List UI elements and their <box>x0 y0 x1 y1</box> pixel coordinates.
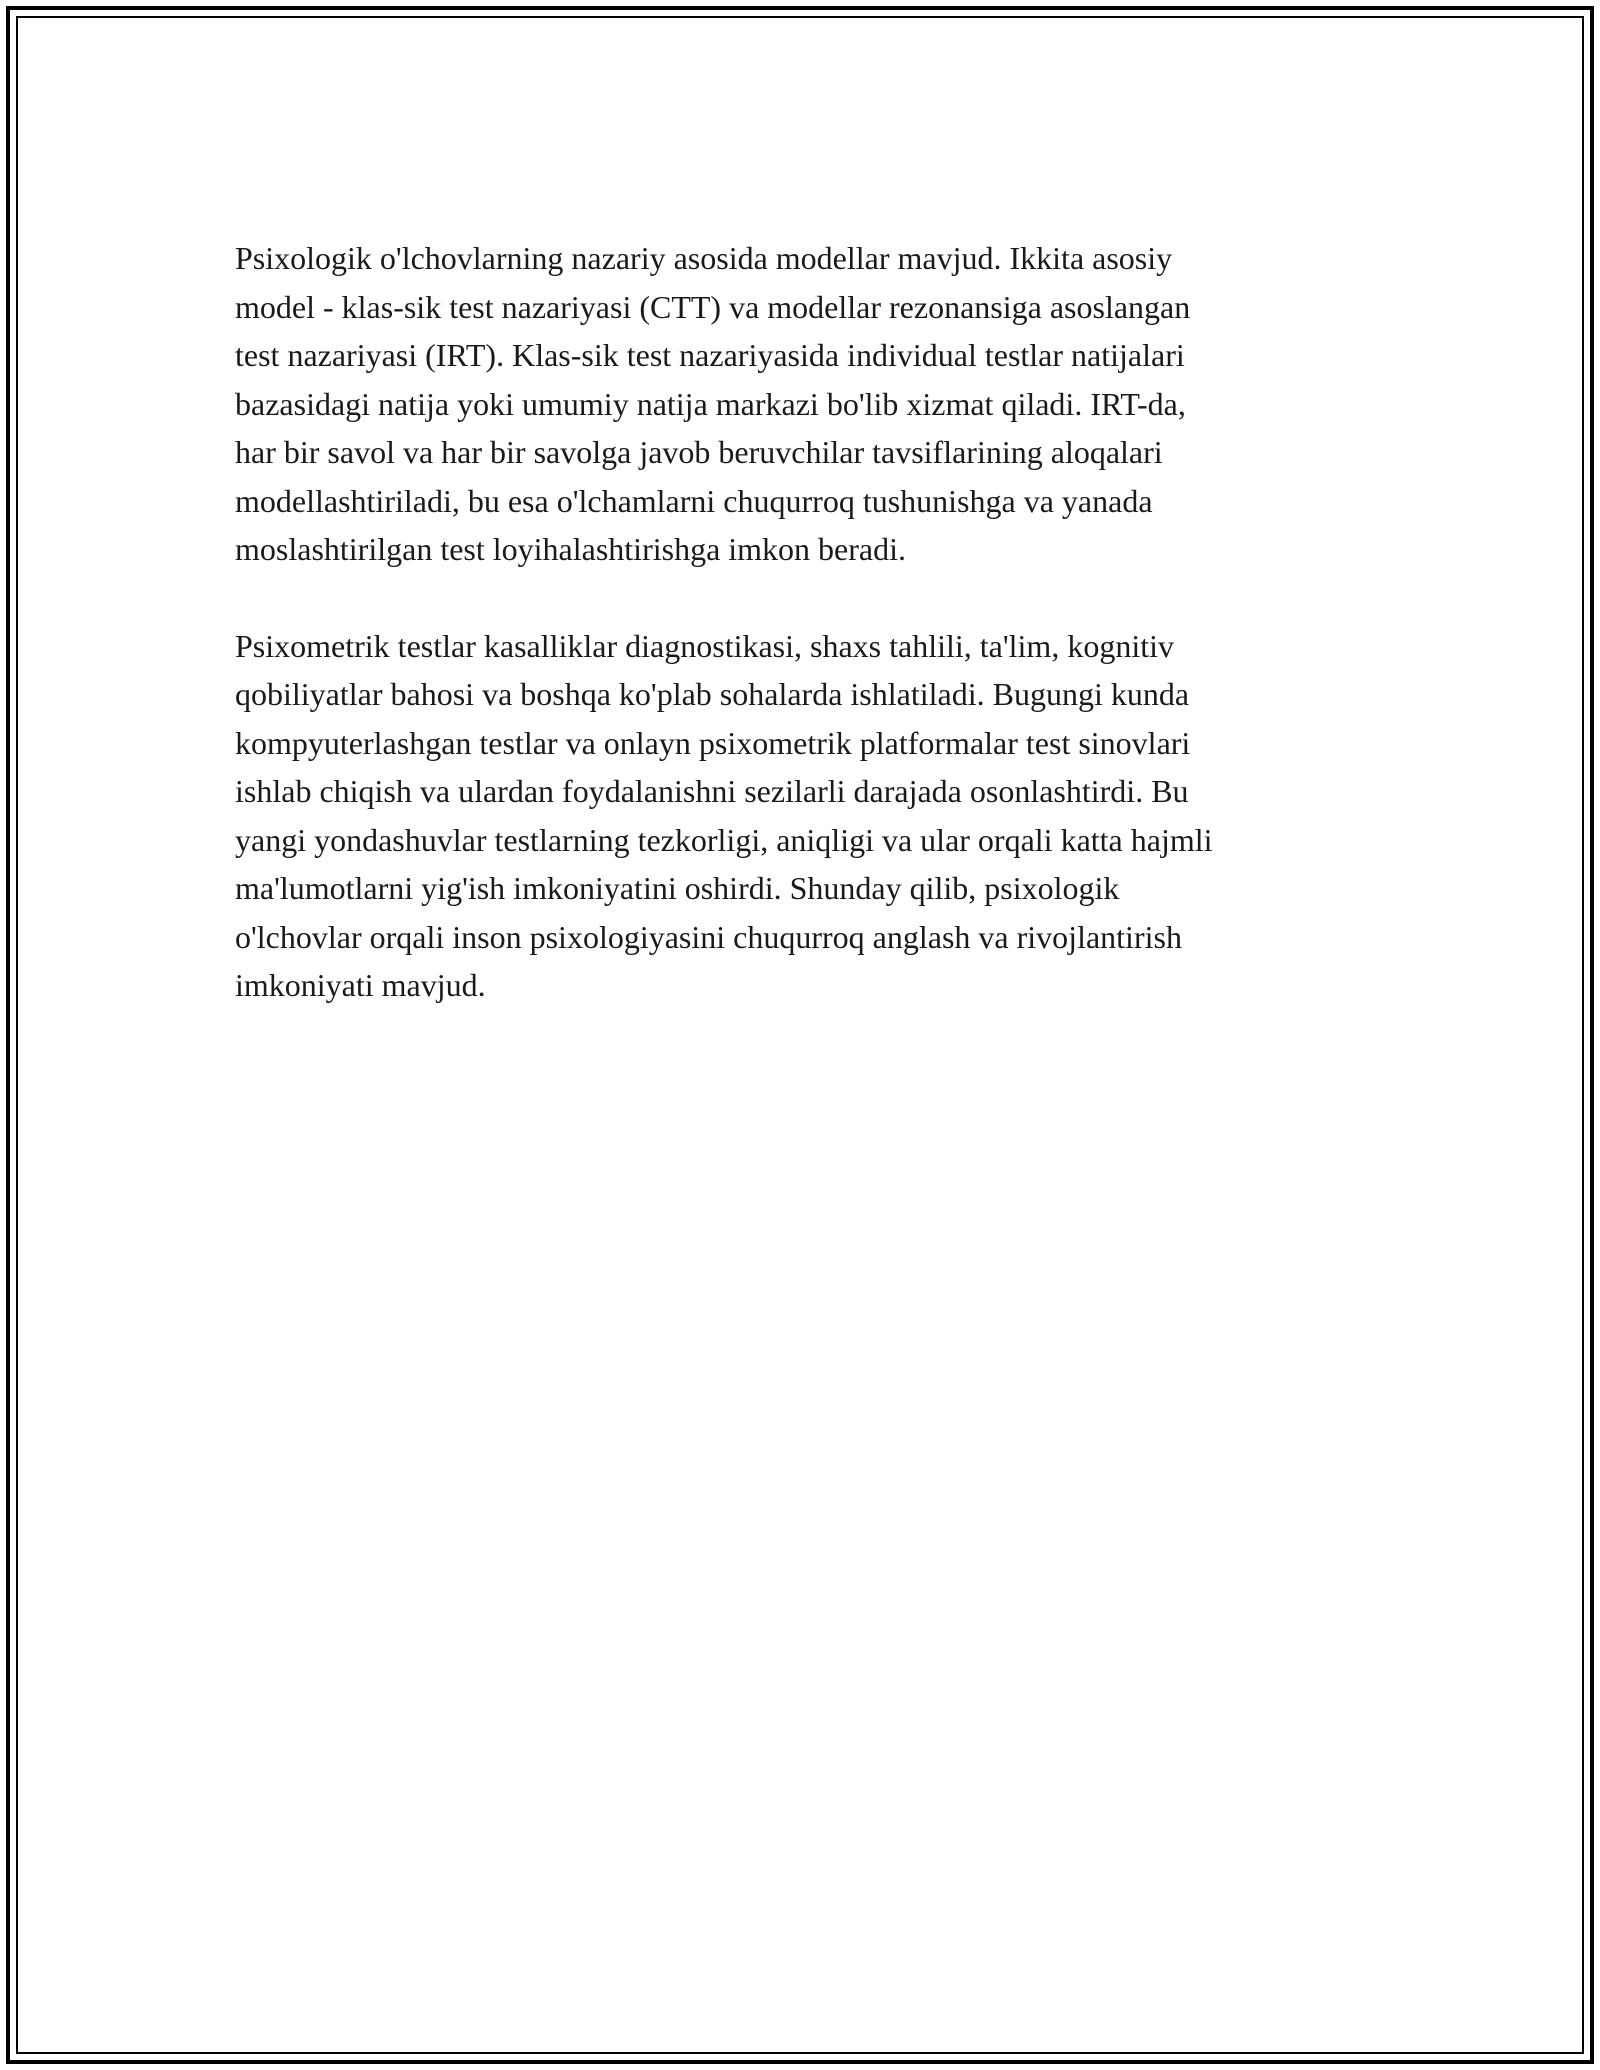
text-line: imkoniyati mavjud. <box>235 967 486 1003</box>
text-line: ishlab chiqish va ulardan foydalanishni sezilarli darajada osonlashtirdi. Bu <box>235 773 1189 809</box>
text-line: har bir savol va har bir savolga javob beruvchilar tavsiflarining aloqalari <box>235 434 1163 470</box>
paragraph-2 <box>235 622 1365 1010</box>
text-line: Psixometrik testlar kasalliklar diagnostikasi, shaxs tahlili, ta'lim, kognitiv <box>235 627 1174 664</box>
text-line: modellashtiriladi, bu esa o'lchamlarni chuqurroq tushunishga va yanada <box>235 482 1153 519</box>
text-line: Psixologik o'lchovlarning nazariy asosida modellar mavjud. Ikkita asosiy <box>235 240 1173 276</box>
text-line: yangi yondashuvlar testlarning tezkorligi, aniqligi va ular orqali katta hajmli <box>235 821 1213 858</box>
paragraph-1 <box>235 234 1365 574</box>
text-line: kompyuterlashgan testlar va onlayn psixometrik platformalar test sinovlari <box>235 724 1191 761</box>
text-line: o'lchovlar orqali inson psixologiyasini chuqurroq anglash va rivojlantirish <box>235 918 1182 955</box>
text-line: moslashtirilgan test loyihalashtirishga imkon beradi. <box>235 531 906 567</box>
text-line: test nazariyasi (IRT). Klas-sik test nazariyasida individual testlar natijalari <box>235 337 1185 373</box>
document-body <box>235 234 1365 1010</box>
text-line: ma'lumotlarni yig'ish imkoniyatini oshirdi. Shunday qilib, psixologik <box>235 870 1120 906</box>
text-line: qobiliyatlar bahosi va boshqa ko'plab sohalarda ishlatiladi. Bugungi kunda <box>235 676 1190 712</box>
text-line: model - klas-sik test nazariyasi (CTT) va modellar rezonansiga asoslangan <box>235 288 1191 325</box>
text-line: bazasidagi natija yoki umumiy natija markazi bo'lib xizmat qiladi. IRT-da, <box>235 385 1186 422</box>
